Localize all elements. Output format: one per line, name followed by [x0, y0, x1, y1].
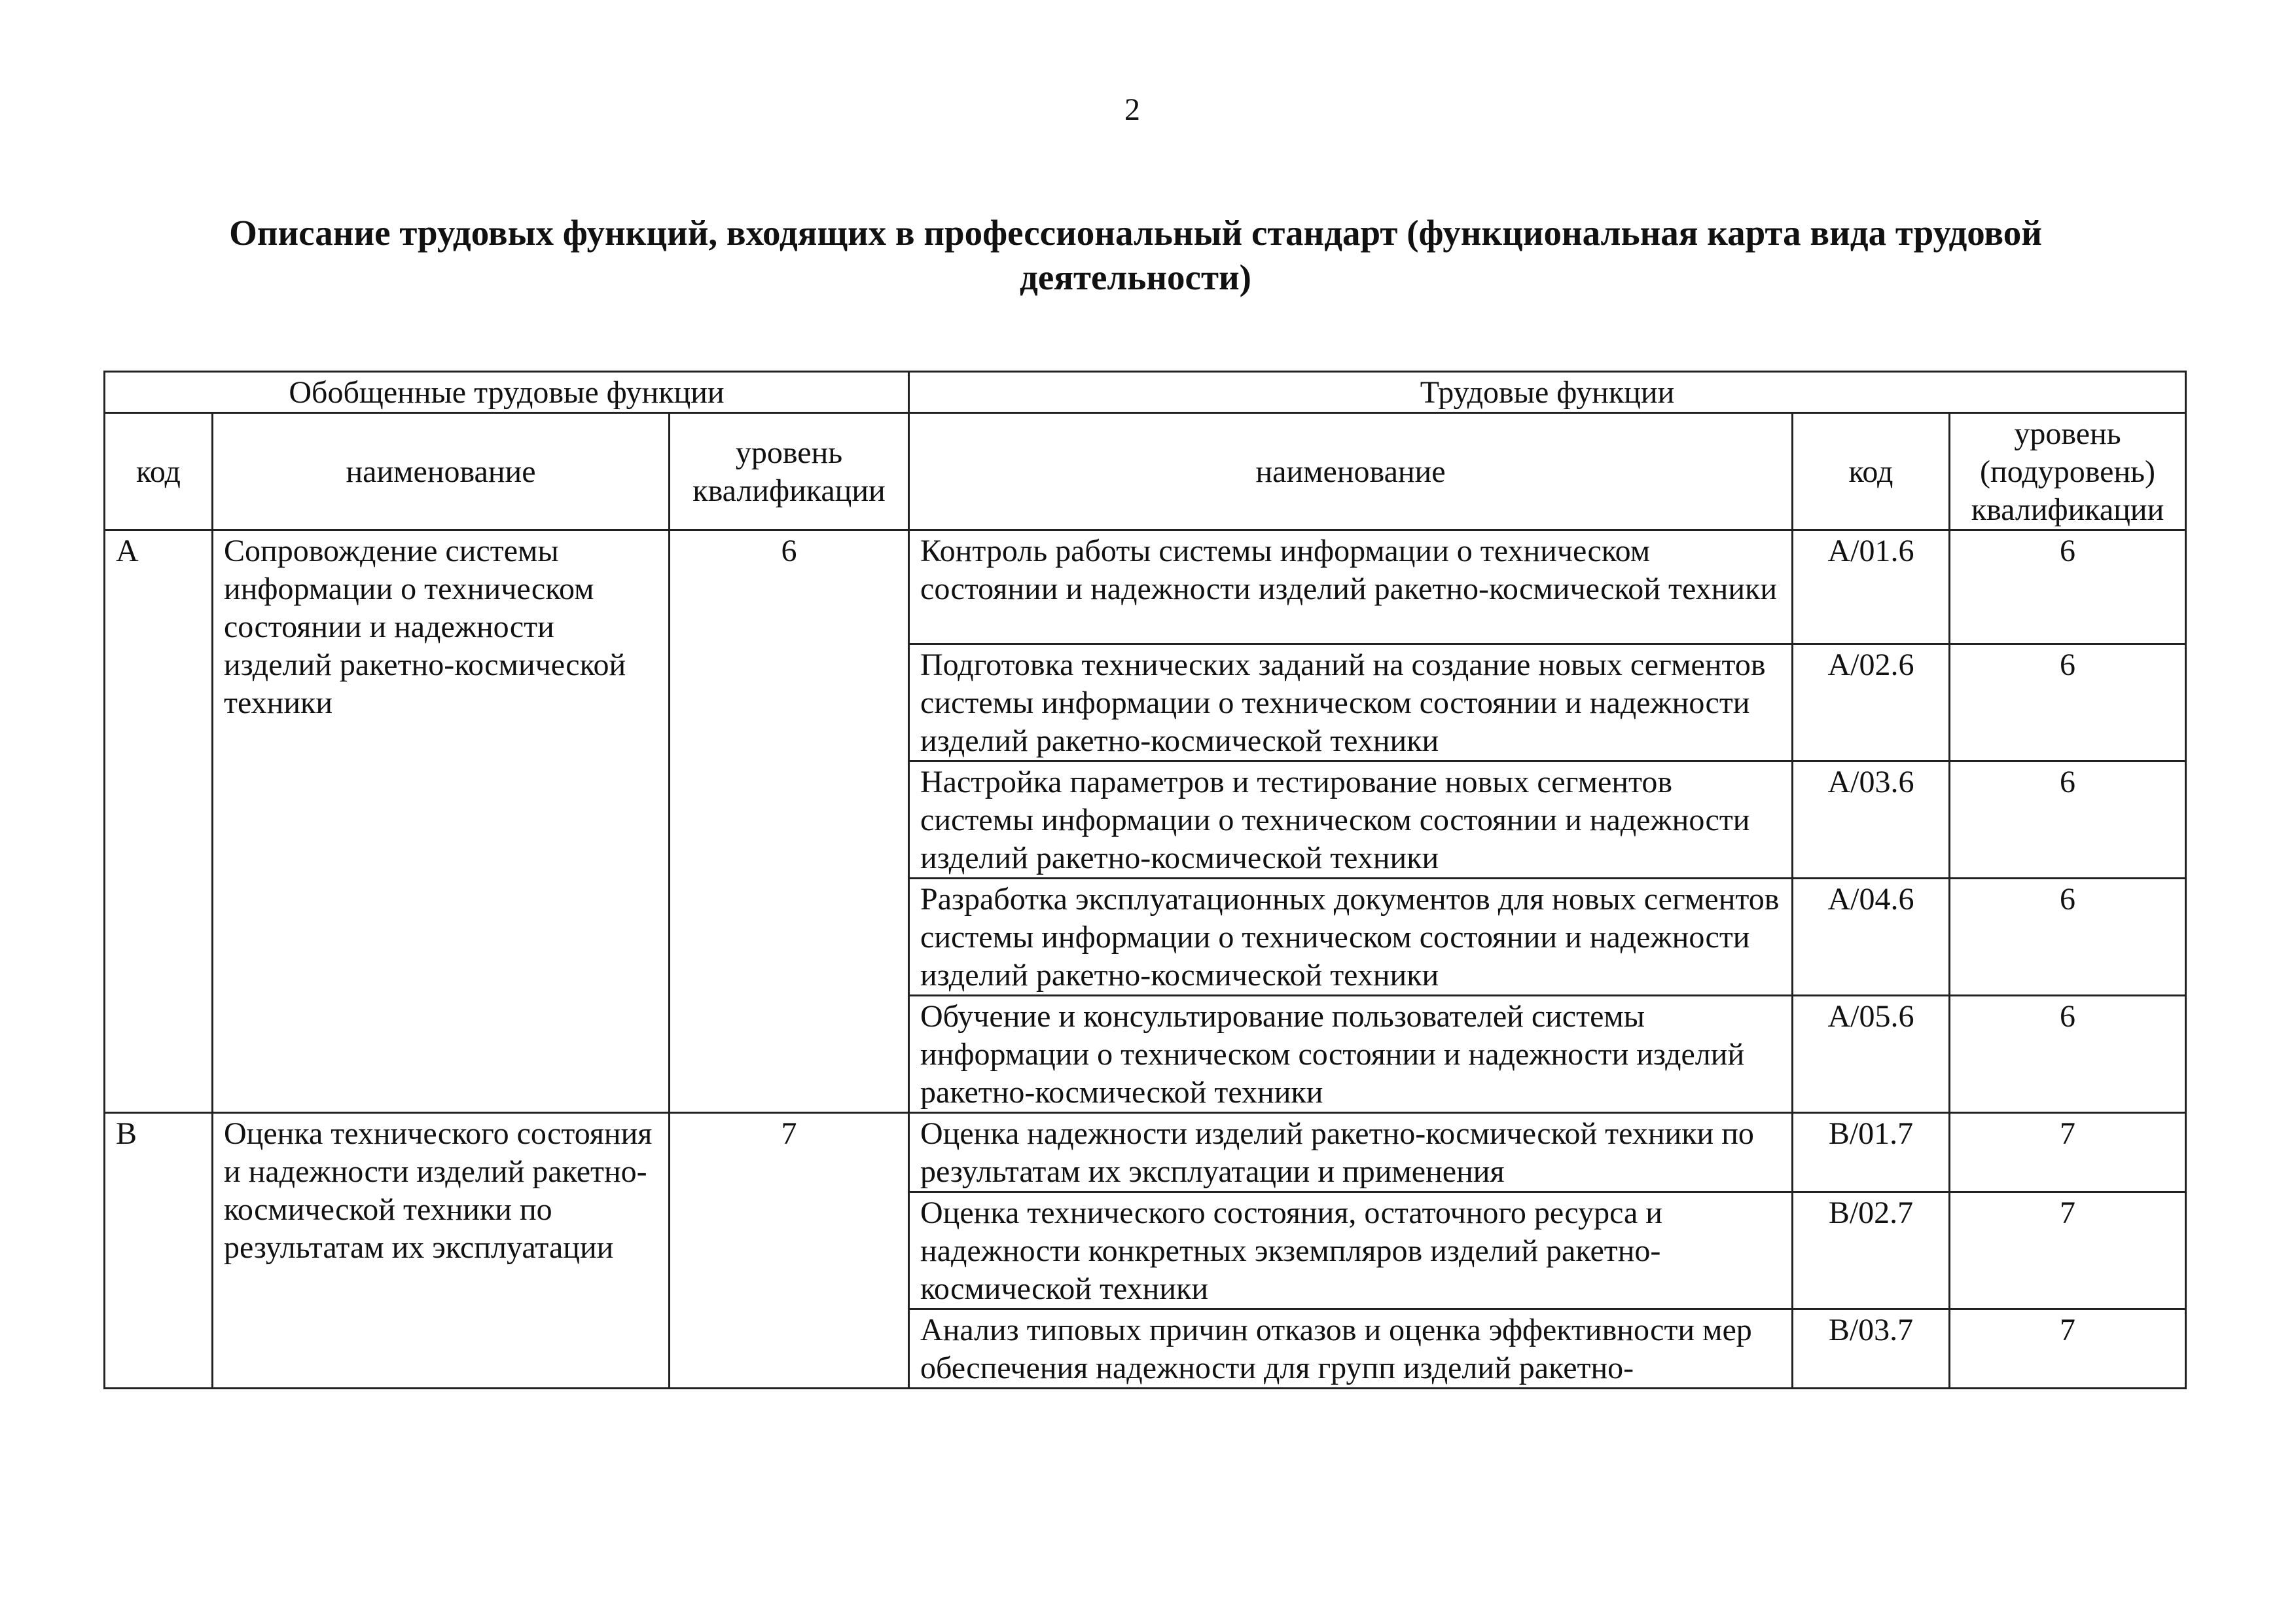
fn-code-cell: B/03.7	[1793, 1309, 1950, 1389]
gen-name-cell: Сопровождение системы информации о техническом состоянии и надежности изделий ракетно-космической техники	[213, 530, 670, 1113]
fn-name-cell: Настройка параметров и тестирование новых сегментов системы информации о техническом состоянии и надежности изделий ракетно-космической техники	[909, 761, 1793, 879]
document-title-line-1: Описание трудовых функций, входящих в профессиональный стандарт (функциональная карта вида трудовой	[229, 213, 2042, 253]
fn-level-cell: 6	[1950, 879, 2186, 996]
gen-name-cell: Оценка технического состояния и надежности изделий ракетно-космической техники по результатам их эксплуатации	[213, 1113, 670, 1389]
fn-name-cell: Разработка эксплуатационных документов для новых сегментов системы информации о техническом состоянии и надежности изделий ракетно-космической техники	[909, 879, 1793, 996]
gen-code-cell: В	[105, 1113, 213, 1389]
fn-level-cell: 6	[1950, 996, 2186, 1113]
fn-level-header: уровень (подуровень) квалификации	[1950, 413, 2186, 530]
gen-level-cell: 6	[670, 530, 909, 1113]
labor-functions-header: Трудовые функции	[909, 372, 2186, 413]
functional-map-table	[103, 371, 2187, 1389]
page-number: 2	[1124, 92, 1140, 127]
gen-code-header: код	[105, 413, 213, 530]
fn-code-cell: A/02.6	[1793, 644, 1950, 761]
document-title-line-2: деятельности)	[1020, 257, 1251, 297]
fn-name-cell: Обучение и консультирование пользователей системы информации о техническом состоянии и надежности изделий ракетно-космической техники	[909, 996, 1793, 1113]
table-row	[105, 530, 2186, 644]
fn-level-cell: 6	[1950, 761, 2186, 879]
fn-name-cell: Анализ типовых причин отказов и оценка эффективности мер обеспечения надежности для групп изделий ракетно-	[909, 1309, 1793, 1389]
fn-level-cell: 7	[1950, 1192, 2186, 1309]
fn-code-cell: A/01.6	[1793, 530, 1950, 644]
group-header-row	[105, 372, 2186, 413]
fn-level-cell: 6	[1950, 644, 2186, 761]
fn-code-header: код	[1793, 413, 1950, 530]
fn-name-cell: Оценка надежности изделий ракетно-космической техники по результатам их эксплуатации и применения	[909, 1113, 1793, 1192]
fn-name-header: наименование	[909, 413, 1793, 530]
fn-code-cell: A/04.6	[1793, 879, 1950, 996]
fn-name-cell: Оценка технического состояния, остаточного ресурса и надежности конкретных экземпляров изделий ракетно-космической техники	[909, 1192, 1793, 1309]
generalized-functions-header: Обобщенные трудовые функции	[105, 372, 909, 413]
gen-level-header: уровень квалификации	[670, 413, 909, 530]
table-row	[105, 1113, 2186, 1192]
column-header-row	[105, 413, 2186, 530]
fn-code-cell: A/05.6	[1793, 996, 1950, 1113]
document-title	[105, 211, 2166, 300]
fn-level-cell: 6	[1950, 530, 2186, 644]
fn-name-cell: Контроль работы системы информации о техническом состоянии и надежности изделий ракетно-космической техники	[909, 530, 1793, 644]
fn-level-cell: 7	[1950, 1113, 2186, 1192]
fn-name-cell: Подготовка технических заданий на создание новых сегментов системы информации о техническом состоянии и надежности изделий ракетно-космической техники	[909, 644, 1793, 761]
fn-code-cell: A/03.6	[1793, 761, 1950, 879]
fn-level-cell: 7	[1950, 1309, 2186, 1389]
gen-code-cell: А	[105, 530, 213, 1113]
gen-level-cell: 7	[670, 1113, 909, 1389]
gen-name-header: наименование	[213, 413, 670, 530]
fn-code-cell: B/01.7	[1793, 1113, 1950, 1192]
fn-code-cell: B/02.7	[1793, 1192, 1950, 1309]
